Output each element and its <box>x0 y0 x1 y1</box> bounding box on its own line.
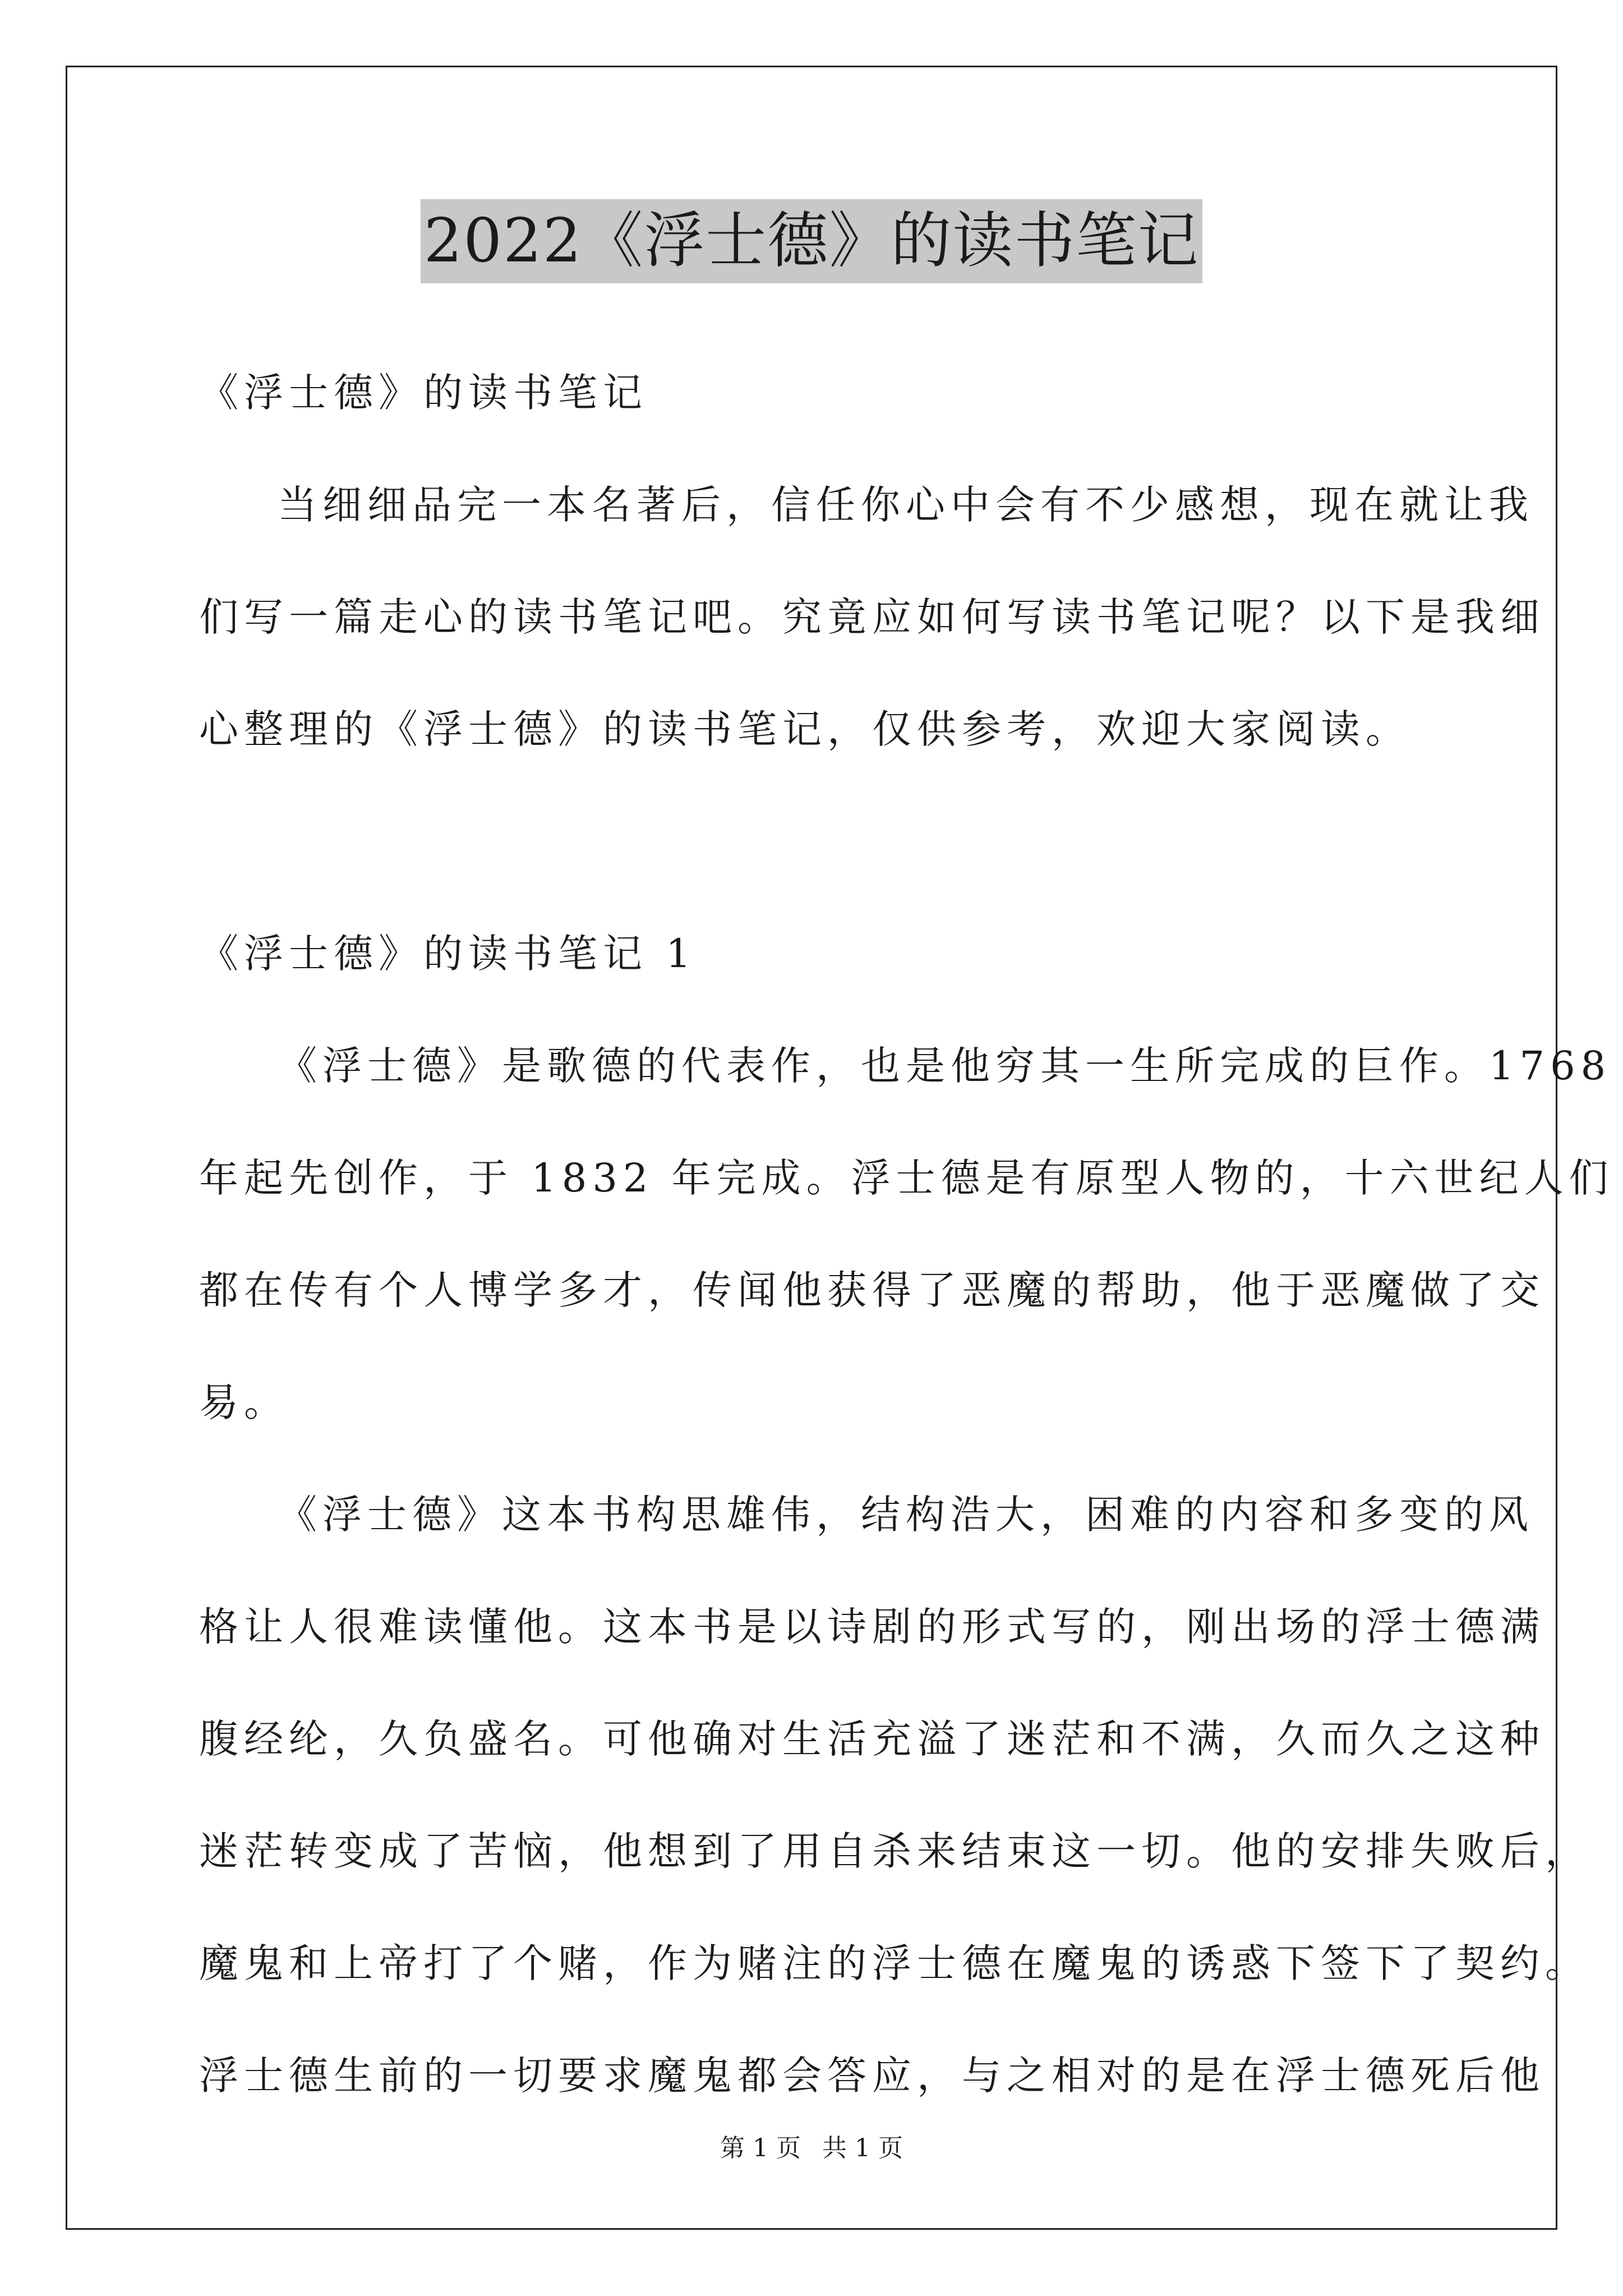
document-title: 2022《浮士德》的读书笔记 <box>421 199 1203 283</box>
blank-line <box>199 785 1433 898</box>
paragraph-line: 年起先创作，于 1832 年完成。浮士德是有原型人物的，十六世纪人们 <box>199 1155 1614 1201</box>
page-number: 第 1 页 <box>720 2134 801 2162</box>
paragraph-line: 《浮士德》这本书构思雄伟，结构浩大，困难的内容和多变的风 <box>278 1492 1534 1538</box>
section-heading: 《浮士德》的读书笔记 <box>199 370 648 416</box>
paragraph-line: 《浮士德》是歌德的代表作，也是他穷其一生所完成的巨作。1768 <box>278 1043 1612 1089</box>
section-heading: 《浮士德》的读书笔记 1 <box>199 931 697 977</box>
title-container <box>0 199 1623 283</box>
paragraph-line: 们写一篇走心的读书笔记吧。究竟应如何写读书笔记呢？以下是我细 <box>199 594 1545 640</box>
paragraph-line: 易。 <box>199 1379 289 1425</box>
paragraph-line: 腹经纶，久负盛名。可他确对生活充溢了迷茫和不满，久而久之这种 <box>199 1716 1545 1762</box>
paragraph-line: 都在传有个人博学多才，传闻他获得了恶魔的帮助，他于恶魔做了交 <box>199 1267 1545 1313</box>
paragraph-line: 魔鬼和上帝打了个赌，作为赌注的浮士德在魔鬼的诱惑下签下了契约。 <box>199 1940 1590 1986</box>
paragraph-line: 迷茫转变成了苦恼，他想到了用自杀来结束这一切。他的安排失败后， <box>199 1828 1590 1874</box>
paragraph-line: 浮士德生前的一切要求魔鬼都会答应，与之相对的是在浮士德死后他 <box>199 2053 1545 2099</box>
paragraph-line: 当细细品完一本名著后，信任你心中会有不少感想，现在就让我 <box>278 482 1534 528</box>
page-total: 共 1 页 <box>822 2134 903 2162</box>
paragraph-line: 格让人很难读懂他。这本书是以诗剧的形式写的，刚出场的浮士德满 <box>199 1604 1545 1650</box>
paragraph-line: 心整理的《浮士德》的读书笔记，仅供参考，欢迎大家阅读。 <box>199 706 1410 752</box>
page-footer <box>0 2132 1623 2165</box>
document-body <box>199 337 1614 2132</box>
